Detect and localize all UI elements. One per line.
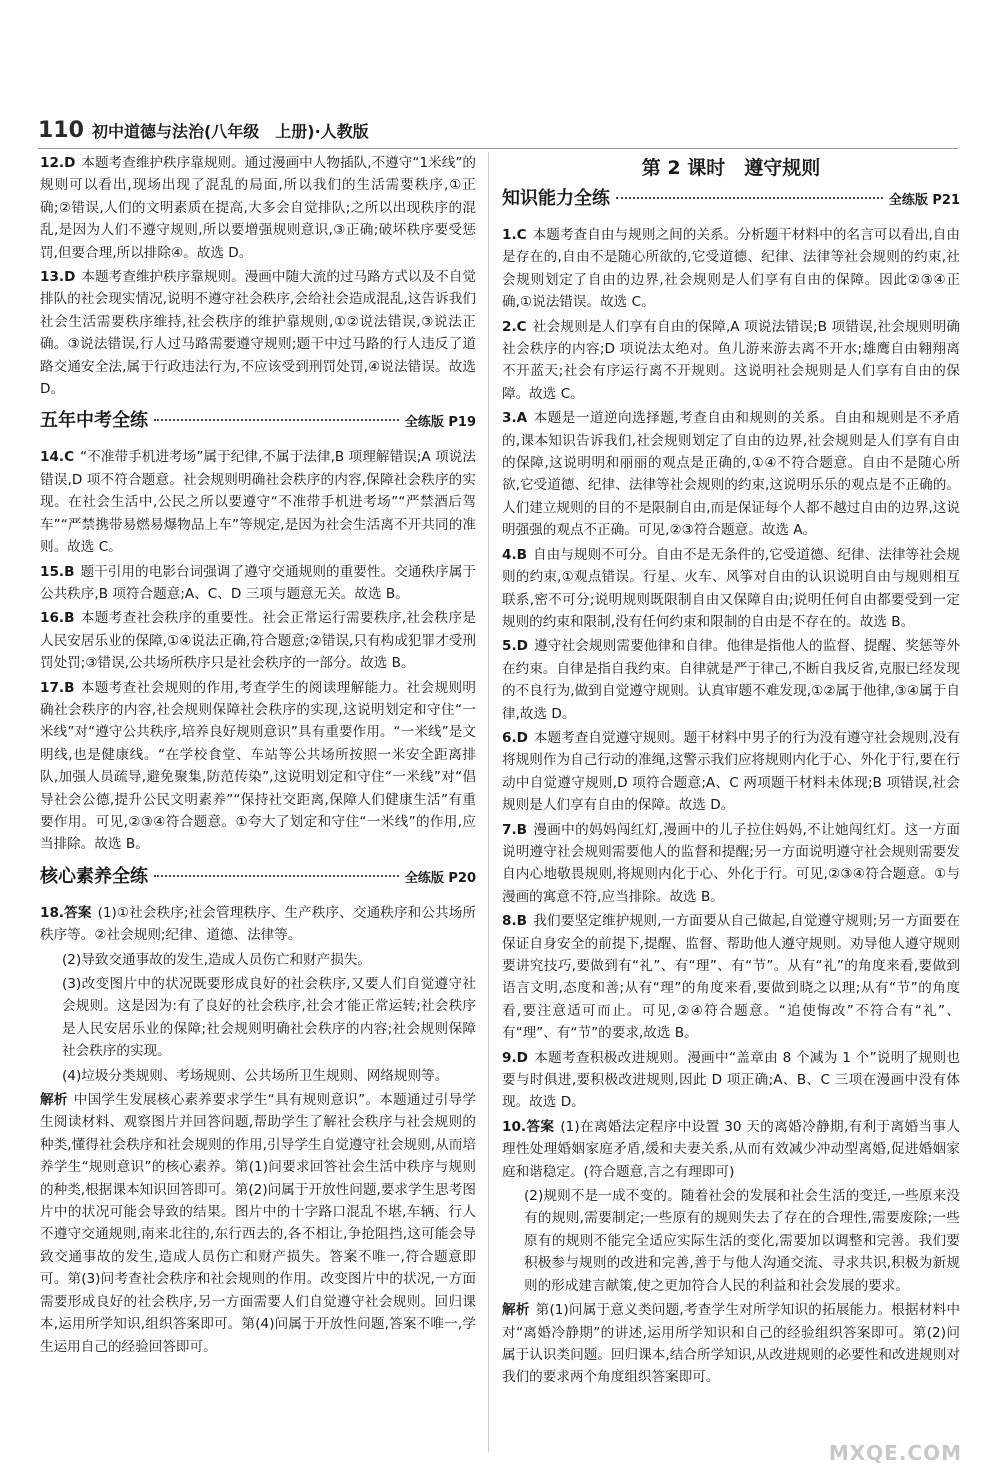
header-rule <box>38 148 958 149</box>
answer-text: 本题考查积极改进规则。漫画中“盖章由 8 个减为 1 个”说明了规则也要与时俱进,要积极改进规则,因此 D 项正确;A、B、C 三项在漫画中没有体现。故选 D。 <box>502 1049 960 1111</box>
answer-text: (1)在离婚法定程序中设置 30 天的离婚冷静期,有利于离婚当事人理性处理婚姻家庭矛盾,缓和夫妻关系,从而有效减少冲动型离婚,促进婚姻家庭和谐稳定。(符合题意,言之有理即可) <box>502 1118 960 1180</box>
lesson-title: 第 2 课时 遵守规则 <box>641 157 821 179</box>
answer-text: 本题考查自觉遵守规则。题干材料中男子的行为没有遵守社会规则,没有将规则作为自己行动的准绳,这警示我们应将规则内化于心、外化于行,要在行动中自觉遵守规则,D 项符合题意;A、C 两项题干材料未体现;B 项错误,社会规则是人们享有自由的保障。故选 D。 <box>502 729 960 814</box>
question-number: 7.B <box>502 821 527 838</box>
section-page-ref: 全练版 P21 <box>888 193 960 208</box>
question-number: 10.答案 <box>502 1118 555 1135</box>
page-number: 110 <box>38 117 84 143</box>
answer-item <box>502 910 960 1044</box>
answer-text: 本题考查自由与规则之间的关系。分析题干材料中的名言可以看出,自由是存在的,自由不是随心所欲的,它受道德、纪律、法律等社会规则的约束,社会规则划定了自由的边界,社会规则是人们享有自由的保障。因此②③④正确,①说法错误。故选 C。 <box>502 227 960 311</box>
answer-text: 社会规则是人们享有自由的保障,A 项说法错误;B 项错误,社会规则明确社会秩序的内容;D 项说法太绝对。鱼儿游来游去离不开水;雄鹰自由翱翔离不开蓝天;社会有序运行离不开规则。这说明社会规则是人们享有自由的保障。故选 C。 <box>502 318 960 402</box>
section-dots <box>616 197 883 199</box>
section-page-ref: 全练版 P19 <box>404 415 476 431</box>
left-column <box>40 152 476 1360</box>
watermark: MXQE.COM <box>828 1441 962 1465</box>
section-dots <box>154 875 399 877</box>
answer-item <box>40 561 476 606</box>
answer-item <box>40 446 476 558</box>
section-title: 核心素养全练 <box>40 865 148 887</box>
answer-text: 本题考查维护秩序靠规则。通过漫画中人物插队,不遵守“1米线”的规则可以看出,现场出现了混乱的局面,所以我们的生活需要秩序,①正确;②错误,人们的文明素质在提高,大多会自觉排队;之所以出现秩序的混乱,是因为人们不遵守规则,所以要增强规则意识,③正确;破坏秩序要受惩罚,但要合理,所以排除④。故选 D。 <box>40 155 476 261</box>
question-number: 14.C <box>40 449 75 466</box>
section-page-ref: 全练版 P20 <box>404 870 476 886</box>
answer-item <box>502 727 960 817</box>
answer-item <box>502 635 960 725</box>
answer-item <box>502 407 960 541</box>
answer-text: 我们要坚定维护规则,一方面要从自己做起,自觉遵守规则;另一方面要在保证自身安全的前提下,提醒、监督、帮助他人遵守规则。劝导他人遵守规则要讲究技巧,要做到有“礼”、有“理”、有“节”。从有“礼”的角度来看,要做到语言文明,态度和善;从有“理”的角度来看,要做到晓之以理;从有“节”的角度看,要注意适可而止。可见,②④符合题意。“追使悔改”不符合有“礼”、有“理”、有“节”的要求,故选 B。 <box>502 913 960 1042</box>
question-number: 15.B <box>40 563 75 580</box>
answer-item <box>502 1047 960 1114</box>
question-number: 5.D <box>502 638 528 655</box>
analysis-text: 中国学生发展核心素养要求学生“具有规则意识”。本题通过引导学生阅读材料、观察图片并回答问题,帮助学生了解社会秩序与社会规则的种类,懂得社会秩序和社会规则的作用,引导学生自觉遵守社会规则,从而培养学生“规则意识”的核心素养。第(1)问要求回答社会生活中秩序与规则的种类,根据课本知识回答即可。第(2)问属于开放性问题,要求学生思考图片中的状况可能会导致的结果。图片中的十字路口混乱不堪,车辆、行人不遵守交通规则,南来北往的,东行西去的,各不相让,争抢阻挡,这可能会导致交通事故的发生,造成人员伤亡和财产损失。答案不唯一,符合题意即可。第(3)问考查社会秩序和社会规则的作用。改变图片中的状况,一方面需要形成良好的社会秩序,另一方面需要人们自觉遵守社会规则。回归课本,运用所学知识,组织答案即可。第(4)问属于开放性问题,答案不唯一,学生运用自己的经验回答即可。 <box>40 1092 476 1355</box>
question-number: 4.B <box>502 546 527 563</box>
answer-text: 遵守社会规则需要他律和自律。他律是指他人的监督、提醒、奖惩等外在约束。自律是指自我约束。自律就是严于律己,不断自我反省,克服已经发现的不良行为,做到自觉遵守规则。认真审题不难发现,①②属于他律,③④属于自律,故选 D。 <box>502 638 960 722</box>
section-title: 五年中考全练 <box>40 410 148 432</box>
question-number: 8.B <box>502 913 527 930</box>
analysis-text: 第(1)问属于意义类问题,考查学生对所学知识的拓展能力。根据材料中对“离婚冷静期”的讲述,运用所学知识和自己的经验组织答案即可。第(2)问属于认识类问题。回归课本,结合所学知识,从改进规则的必要性和改进规则对我们的要求两个角度组织答案即可。 <box>502 1302 961 1386</box>
answer-item <box>40 152 476 264</box>
answer-item <box>40 266 476 400</box>
analysis-label: 解析 <box>502 1302 530 1319</box>
question-number: 13.D <box>40 269 76 286</box>
question-number: 1.C <box>502 227 527 243</box>
right-column <box>502 152 960 1391</box>
answer-item <box>502 544 960 634</box>
column-divider <box>488 152 489 1452</box>
answer-item <box>40 607 476 674</box>
section-heading <box>40 410 476 438</box>
answer-part: (2)规则不是一成不变的。随着社会的发展和社会生活的变迁,一些原来没有的规则,需要制定;一些原有的规则失去了存在的合理性,需要废除;一些原有的规则不能完全适应实际生活的变化,需要加以调整和完善。我们要积极参与规则的改进和完善,善于与他人沟通交流、寻求共识,积极为新规则的形成建言献策,使之更加符合人民的利益和社会发展的要求。 <box>524 1188 960 1294</box>
answer-text: 本题考查社会规则的作用,考查学生的阅读理解能力。社会规则明确社会秩序的内容,社会规则保障社会秩序的实现,这说明划定和守住“一米线”对“遵守公共秩序,培养良好规则意识”具有重要作用。“一米线”是文明线,也是健康线。“在学校食堂、车站等公共场所按照一米安全距离排队,加强人员疏导,避免聚集,防范传染”,这说明划定和守住“一米线”对“倡导社会公德,提升公民文明素养”“保持社交距离,保障人们健康生活”有重要作用。可见,②③④符合题意。①夸大了划定和守住“一米线”的作用,应当排除。故选 B。 <box>40 679 476 853</box>
question-number: 16.B <box>40 610 75 627</box>
question-number: 18.答案 <box>40 904 92 921</box>
question-number: 17.B <box>40 679 75 696</box>
analysis-label: 解析 <box>40 1092 68 1109</box>
answer-item <box>40 902 476 947</box>
answer-text: (1)①社会秩序;社会管理秩序、生产秩序、交通秩序和公共场所秩序等。②社会规则;纪律、道德、法律等。 <box>40 904 476 944</box>
section-heading <box>40 866 476 894</box>
answer-item <box>40 677 476 856</box>
answer-text: 本题是一道逆向选择题,考查自由和规则的关系。自由和规则是不矛盾的,课本知识告诉我们,社会规则划定了自由的边界,社会规则是人们享有自由的保障,这说明明和丽丽的观点是正确的,①④不符合题意。自由不是随心所欲,它受道德、纪律、法律等社会规则的约束,这说明乐乐的观点是不正确的。人们建立规则的目的不是限制自由,而是保证每个人都不越过自由的边界,这说明强强的观点不正确。可见,②③符合题意。故选 A。 <box>502 410 960 539</box>
section-title: 知识能力全练 <box>502 188 610 209</box>
answer-text: 题干引用的电影台词强调了遵守交通规则的重要性。交通秩序属于公共秩序,B 项符合题意;A、C、D 三项与题意无关。故选 B。 <box>40 563 476 602</box>
answer-item <box>502 316 960 406</box>
question-number: 12.D <box>40 155 76 171</box>
question-number: 9.D <box>502 1049 528 1066</box>
answer-text: 自由与规则不可分。自由不是无条件的,它受道德、纪律、法律等社会规则的约束,①观点错误。行星、火车、风筝对自由的认识说明自由与规则相互联系,密不可分;说明规则既限制自由又保障自由;说明任何自由都要受到一定规则的约束和限制,没有任何约束和限制的自由是不存在的。故选 B。 <box>502 546 960 630</box>
question-number: 6.D <box>502 729 528 746</box>
question-number: 3.A <box>502 410 528 427</box>
answer-part: (4)垃圾分类规则、考场规则、公共场所卫生规则、网络规则等。 <box>62 1067 449 1084</box>
answer-text: 本题考查社会秩序的重要性。社会正常运行需要秩序,社会秩序是人民安居乐业的保障,①④说法正确,符合题意;②错误,只有构成犯罪才受刑罚处罚;③错误,公共场所秩序只是社会秩序的一部分。故选 B。 <box>40 610 476 672</box>
answer-text: 漫画中的妈妈闯红灯,漫画中的儿子拉住妈妈,不让她闯红灯。这一方面说明遵守社会规则需要他人的监督和提醒;另一方面说明遵守社会规则需要发自内心地敬畏规则,将规则内化于心、外化于行。可见,②③④符合题意。①与漫画的寓意不符,应当排除。故选 B。 <box>502 821 960 905</box>
book-title: 初中道德与法治(八年级 上册)·人教版 <box>91 121 369 141</box>
answer-text: “不准带手机进考场”属于纪律,不属于法律,B 项理解错误;A 项说法错误,D 项不符合题意。社会规则明确社会秩序的内容,保障社会秩序的实现。在社会生活中,公民之所以要遵守“不准带手机进考场”“严禁酒后驾车”“严禁携带易燃易爆物品上车”等规定,是因为社会生活离不开共同的准则。故选 C。 <box>40 449 476 556</box>
analysis <box>40 1089 476 1358</box>
section-dots <box>154 419 399 421</box>
answer-part: (2)导致交通事故的发生,造成人员伤亡和财产损失。 <box>62 951 372 968</box>
answer-text: 本题考查维护秩序靠规则。漫画中随大流的过马路方式以及不自觉排队的社会现实情况,说明不遵守社会秩序,会给社会造成混乱,这告诉我们社会生活需要秩序维持,社会秩序的维护靠规则,①②说法错误,③说法正确。③说法错误,行人过马路需要遵守规则;题干中过马路的行人违反了道路交通安全法,属于行政违法行为,不应该受到刑罚处罚,④说法错误。故选 D。 <box>40 269 476 398</box>
analysis <box>502 1299 960 1389</box>
question-number: 2.C <box>502 318 527 335</box>
section-heading <box>502 188 960 216</box>
answer-part: (3)改变图片中的状况既要形成良好的社会秩序,又要人们自觉遵守社会规则。这是因为:有了良好的社会秩序,社会才能正常运转;社会秩序是人民安居乐业的保障;社会规则明确社会秩序的内容;社会规则保障社会秩序的实现。 <box>62 976 476 1060</box>
answer-item <box>502 819 960 909</box>
page-header <box>38 116 369 144</box>
answer-item <box>502 224 960 314</box>
answer-item <box>502 1116 960 1183</box>
